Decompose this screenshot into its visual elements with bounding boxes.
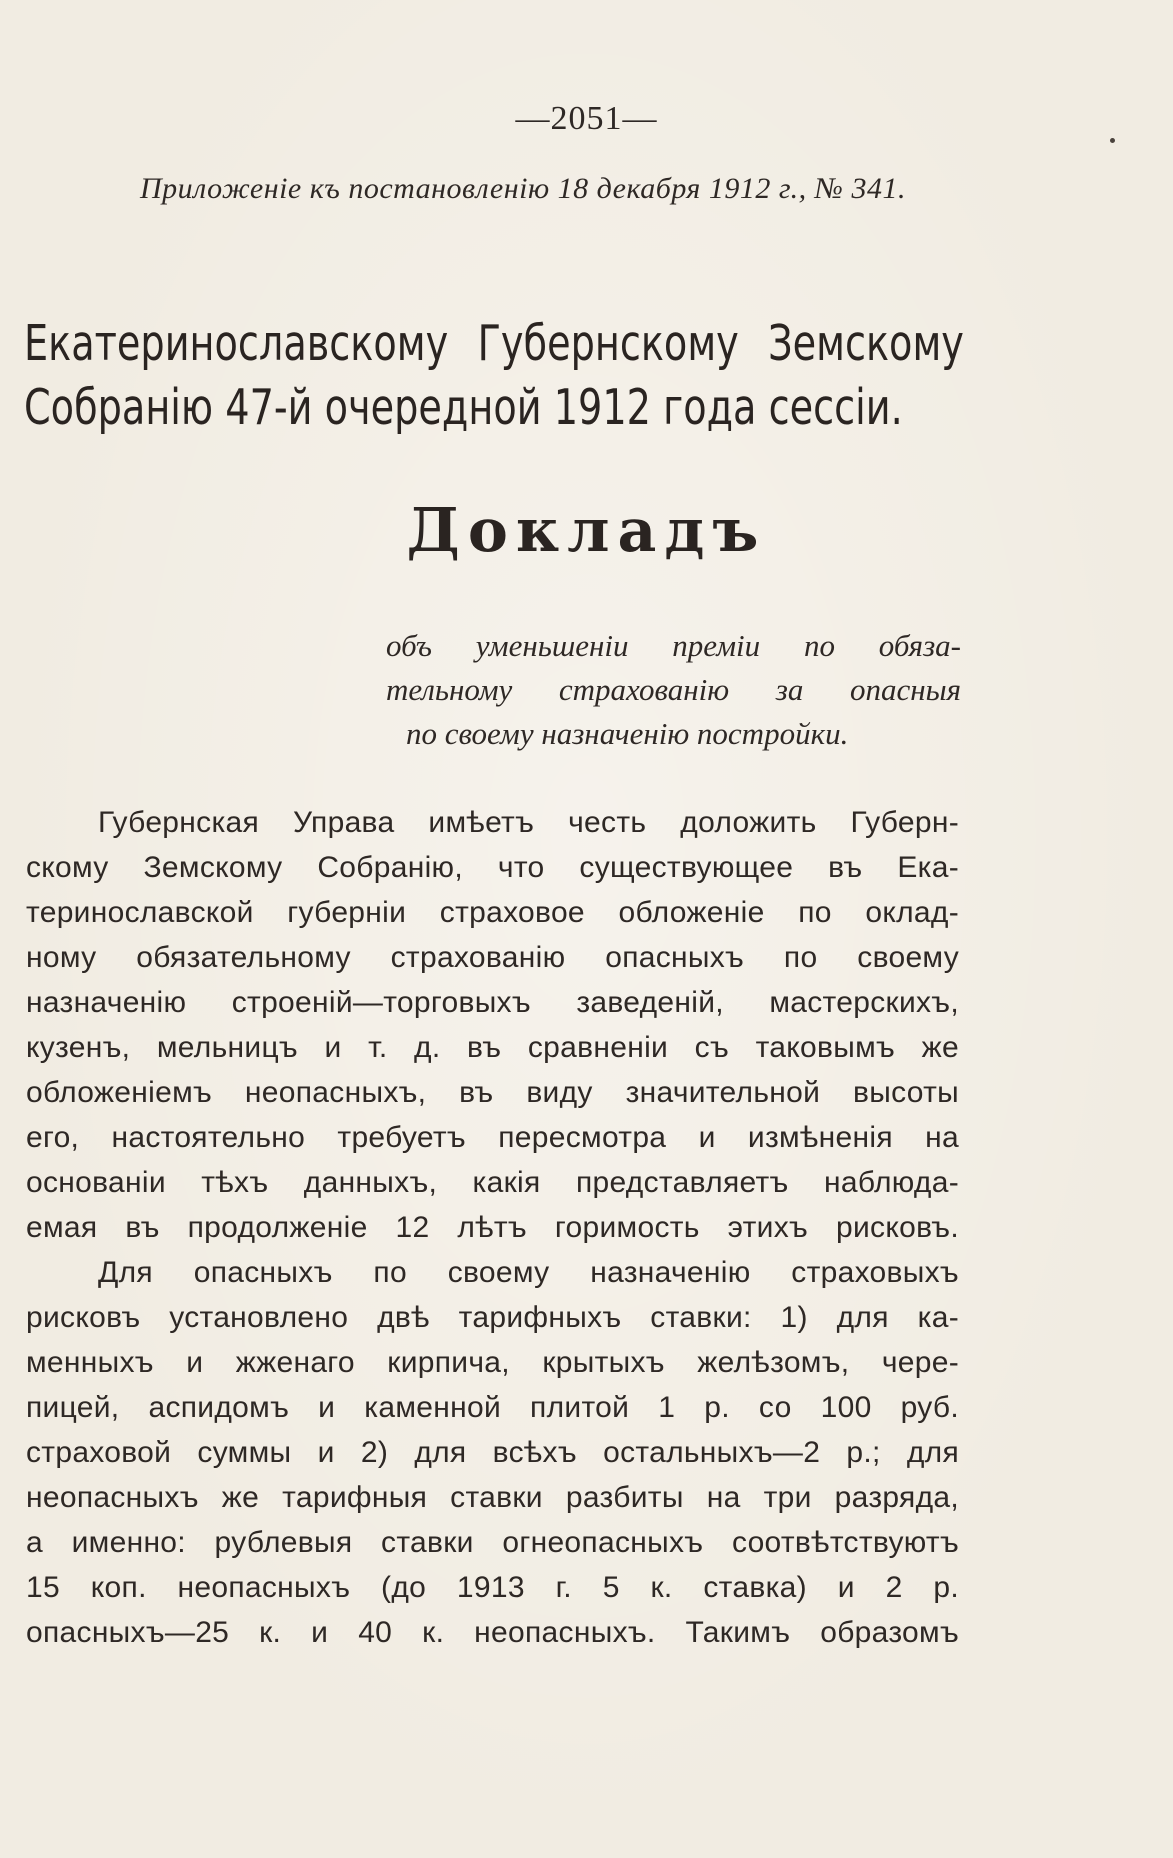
body-line: назначенію строеній—торговыхъ заведеній, мастерскихъ, — [26, 986, 959, 1019]
appendix-note: Приложеніе къ постановленію 18 декабря 1912 г., № 341. — [140, 172, 906, 205]
body-line: а именно: рублевыя ставки огнеопасныхъ соотвѣтствуютъ — [26, 1526, 959, 1559]
body-line: 15 коп. неопасныхъ (до 1913 г. 5 к. ставка) и 2 р. — [26, 1571, 959, 1604]
body-line: Для опасныхъ по своему назначенію страховыхъ — [98, 1256, 959, 1289]
report-subject-line: тельному страхованію за опасныя — [386, 672, 961, 707]
body-line: основаніи тѣхъ данныхъ, какія представляетъ наблюда- — [26, 1166, 959, 1199]
body-line: емая въ продолженіе 12 лѣтъ горимость этихъ рисковъ. — [26, 1211, 959, 1244]
body-line: теринославской губерніи страховое обложеніе по оклад- — [26, 896, 959, 929]
body-line: менныхъ и жженаго кирпича, крытыхъ желѣзомъ, чере- — [26, 1346, 959, 1379]
body-line: рисковъ установлено двѣ тарифныхъ ставки: 1) для ка- — [26, 1301, 959, 1334]
body-line: пицей, аспидомъ и каменной плитой 1 р. со 100 руб. — [26, 1391, 959, 1424]
addressee-heading: Екатеринославскому Губернскому Земскому Собранію 47-й очередной 1912 года сессіи. — [24, 315, 964, 436]
report-subject-line: по своему назначенію постройки. — [406, 716, 849, 751]
body-line: Губернская Управа имѣетъ честь доложить Губерн- — [98, 806, 959, 839]
report-subject — [386, 624, 961, 756]
body-line: его, настоятельно требуетъ пересмотра и измѣненія на — [26, 1121, 959, 1154]
body-line: скому Земскому Собранію, что существующее въ Ека- — [26, 851, 959, 884]
body-line: страховой суммы и 2) для всѣхъ остальныхъ—2 р.; для — [26, 1436, 959, 1469]
page-number: —2051— — [515, 100, 658, 137]
report-title: Докладъ — [406, 496, 767, 566]
report-subject-line: объ уменьшеніи преміи по обяза- — [386, 628, 961, 663]
paper-speck — [1110, 138, 1115, 143]
body-line: неопасныхъ же тарифныя ставки разбиты на три разряда, — [26, 1481, 959, 1514]
body-line: опасныхъ—25 к. и 40 к. неопасныхъ. Такимъ образомъ — [26, 1616, 959, 1649]
body-text — [26, 800, 959, 1655]
body-line: кузенъ, мельницъ и т. д. въ сравненіи съ таковымъ же — [26, 1031, 959, 1064]
body-line: ному обязательному страхованію опасныхъ по своему — [26, 941, 959, 974]
body-line: обложеніемъ неопасныхъ, въ виду значительной высоты — [26, 1076, 959, 1109]
